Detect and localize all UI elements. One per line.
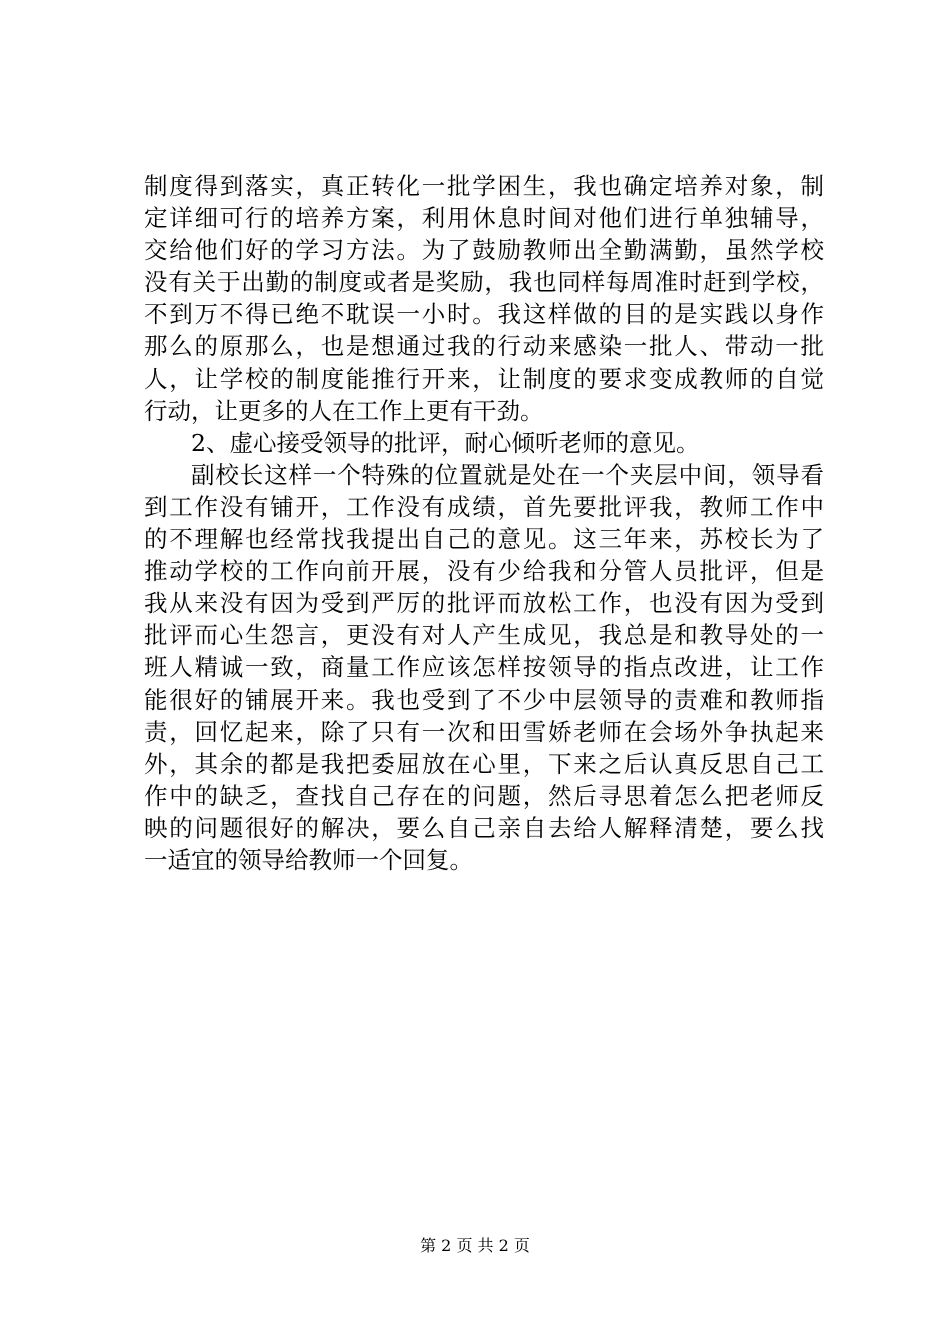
document-body: [144, 170, 824, 876]
paragraph-2-heading: [144, 427, 824, 459]
text-line: 外，其余的都是我把委屈放在心里，下来之后认真反思自己工: [144, 749, 824, 778]
text-line: 班人精诚一致，商量工作应该怎样按领导的指点改进，让工作: [144, 653, 824, 682]
text-line: 到工作没有铺开，工作没有成绩，首先要批评我，教师工作中: [144, 492, 824, 521]
text-line: 2、虚心接受领导的批评，耐心倾听老师的意见。: [191, 428, 700, 457]
text-line: 制度得到落实，真正转化一批学困生，我也确定培养对象，制: [144, 172, 824, 200]
page-number-label: 第 2 页 共 2 页: [420, 1236, 530, 1255]
text-line: 行动，让更多的人在工作上更有干劲。: [144, 396, 544, 425]
text-line: 推动学校的工作向前开展，没有少给我和分管人员批评，但是: [144, 557, 824, 586]
text-line: 人，让学校的制度能推行开来，让制度的要求变成教师的自觉: [144, 364, 824, 393]
text-line: 那么的原那么，也是想通过我的行动来感染一批人、带动一批: [144, 332, 824, 361]
text-line: 责，回忆起来，除了只有一次和田雪娇老师在会场外争执起来: [144, 717, 824, 746]
text-line: 定详细可行的培养方案，利用休息时间对他们进行单独辅导，: [144, 204, 824, 233]
text-line: 映的问题很好的解决，要么自己亲自去给人解释清楚，要么找: [144, 813, 824, 842]
text-line: 我从来没有因为受到严厉的批评而放松工作，也没有因为受到: [144, 589, 824, 618]
text-line: 批评而心生怨言，更没有对人产生成见，我总是和教导处的一: [144, 621, 824, 650]
text-line: 交给他们好的学习方法。为了鼓励教师出全勤满勤，虽然学校: [144, 236, 824, 265]
text-line: 的不理解也经常找我提出自己的意见。这三年来，苏校长为了: [144, 525, 824, 554]
text-line: 作中的缺乏，查找自己存在的问题，然后寻思着怎么把老师反: [144, 781, 824, 810]
text-line: 没有关于出勤的制度或者是奖励，我也同样每周准时赶到学校，: [144, 268, 824, 297]
text-line: 不到万不得已绝不耽误一小时。我这样做的目的是实践以身作: [144, 300, 824, 329]
text-line: 能很好的铺展开来。我也受到了不少中层领导的责难和教师指: [144, 685, 824, 714]
text-line: 一适宜的领导给教师一个回复。: [144, 845, 473, 874]
paragraph-1: [144, 170, 824, 427]
text-line: 副校长这样一个特殊的位置就是处在一个夹层中间，领导看: [191, 460, 824, 489]
paragraph-3: [144, 459, 824, 876]
page-footer: [0, 1236, 950, 1256]
